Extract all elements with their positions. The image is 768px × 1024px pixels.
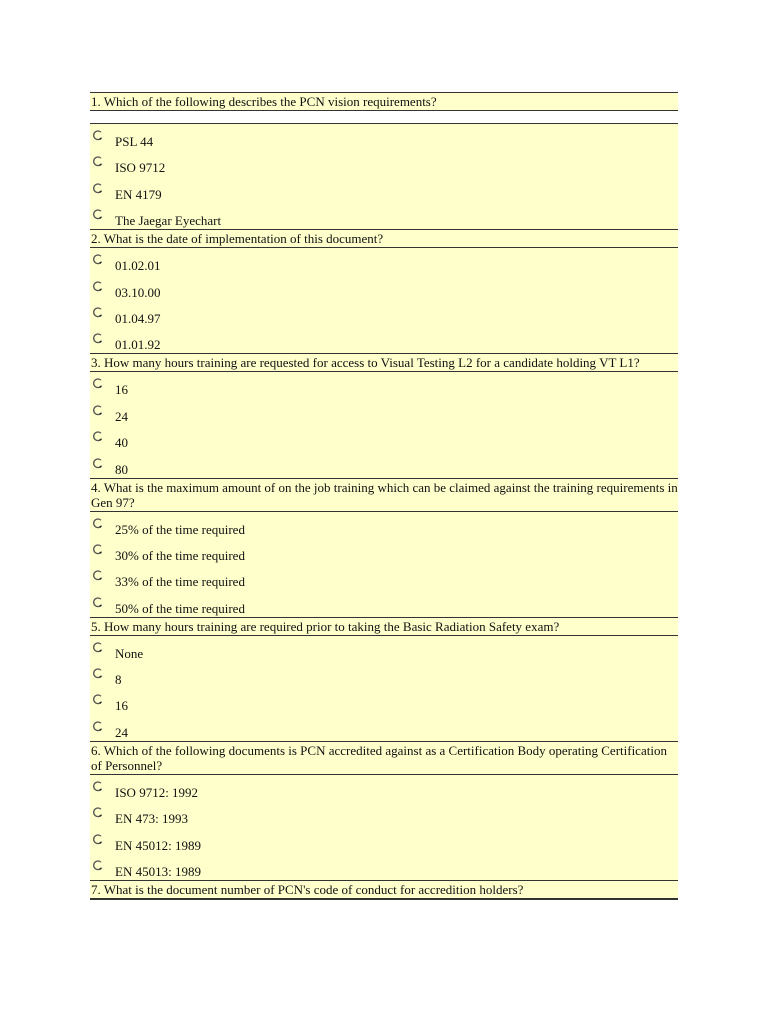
question-text: 5. How many hours training are required prior to taking the Basic Radiation Safety exam? [90, 618, 678, 636]
answer-options [90, 372, 678, 477]
answer-option[interactable] [90, 568, 678, 594]
radio-button-icon[interactable] [92, 156, 103, 167]
answer-option-label: 30% of the time required [115, 547, 245, 563]
answer-option-label: ISO 9712: 1992 [115, 784, 199, 800]
answer-option[interactable] [90, 154, 678, 180]
answer-option-label: 01.01.92 [115, 337, 161, 353]
answer-option-label: EN 473: 1993 [115, 811, 188, 827]
question-text: 1. Which of the following describes the PCN vision requirements? [90, 93, 678, 111]
answer-option-label: 01.04.97 [115, 310, 161, 326]
answer-options [90, 775, 678, 880]
answer-option[interactable] [90, 595, 678, 617]
radio-button-icon[interactable] [92, 721, 103, 732]
answer-option-label: 40 [115, 435, 128, 451]
radio-button-icon[interactable] [92, 209, 103, 220]
question-block [90, 478, 678, 617]
answer-option-label: 80 [115, 461, 128, 477]
answer-options [90, 248, 678, 353]
answer-option[interactable] [90, 252, 678, 278]
answer-option-label: ISO 9712 [115, 160, 166, 176]
answer-option-label: 03.10.00 [115, 284, 161, 300]
answer-option[interactable] [90, 719, 678, 741]
radio-button-icon[interactable] [92, 668, 103, 679]
question-block [90, 353, 678, 477]
answer-option-label: EN 45013: 1989 [115, 864, 201, 880]
answer-option-label: PSL 44 [115, 134, 154, 149]
radio-button-icon[interactable] [92, 597, 103, 608]
question-text: 7. What is the document number of PCN's code of conduct for accredition holders? [90, 881, 678, 899]
answer-option[interactable] [90, 516, 678, 542]
answer-options [90, 123, 678, 229]
answer-option[interactable] [90, 128, 678, 154]
radio-button-icon[interactable] [92, 254, 103, 265]
answer-option[interactable] [90, 456, 678, 478]
answer-option[interactable] [90, 640, 678, 666]
answer-option[interactable] [90, 779, 678, 805]
answer-option[interactable] [90, 207, 678, 229]
answer-option-label: None [115, 645, 144, 661]
answer-option[interactable] [90, 429, 678, 455]
radio-button-icon[interactable] [92, 518, 103, 529]
answer-option-label: 16 [115, 698, 128, 714]
answer-option-label: 33% of the time required [115, 574, 245, 590]
spacer [90, 111, 678, 123]
answer-option[interactable] [90, 858, 678, 880]
radio-button-icon[interactable] [92, 860, 103, 871]
question-text: 4. What is the maximum amount of on the job training which can be claimed against the training requirements in Gen 97? [91, 479, 678, 510]
radio-button-icon[interactable] [92, 544, 103, 555]
radio-button-icon[interactable] [92, 183, 103, 194]
answer-option-label: 25% of the time required [115, 521, 245, 537]
radio-button-icon[interactable] [92, 834, 103, 845]
answer-option[interactable] [90, 542, 678, 568]
answer-option[interactable] [90, 305, 678, 331]
answer-options [90, 512, 678, 617]
answer-option-label: 24 [115, 408, 128, 424]
radio-button-icon[interactable] [92, 458, 103, 469]
radio-button-icon[interactable] [92, 642, 103, 653]
answer-option[interactable] [90, 403, 678, 429]
question-block [90, 92, 678, 229]
radio-button-icon[interactable] [92, 130, 103, 141]
radio-button-icon[interactable] [92, 781, 103, 792]
radio-button-icon[interactable] [92, 431, 103, 442]
radio-button-icon[interactable] [92, 378, 103, 389]
answer-option[interactable] [90, 692, 678, 718]
answer-option-label: The Jaegar Eyechart [115, 213, 222, 229]
answer-option[interactable] [90, 805, 678, 831]
question-block [90, 229, 678, 353]
answer-option-label: EN 4179 [115, 186, 162, 202]
question-text: 2. What is the date of implementation of this document? [90, 230, 678, 248]
radio-button-icon[interactable] [92, 570, 103, 581]
answer-option[interactable] [90, 181, 678, 207]
answer-option-label: 8 [115, 672, 122, 688]
question-block [90, 880, 678, 900]
answer-option[interactable] [90, 279, 678, 305]
question-text: 3. How many hours training are requested for access to Visual Testing L2 for a candidate holding VT L1? [90, 354, 678, 372]
answer-option[interactable] [90, 376, 678, 402]
answer-option-label: EN 45012: 1989 [115, 837, 201, 853]
question-block [90, 741, 678, 880]
answer-options [90, 636, 678, 741]
answer-option-label: 01.02.01 [115, 258, 161, 274]
answer-option-label: 16 [115, 382, 128, 398]
question-block [90, 617, 678, 741]
radio-button-icon[interactable] [92, 694, 103, 705]
radio-button-icon[interactable] [92, 307, 103, 318]
quiz-form [90, 92, 678, 900]
question-text: 6. Which of the following documents is PCN accredited against as a Certification Body operating Certification of Personnel? [90, 742, 678, 775]
answer-option[interactable] [90, 666, 678, 692]
radio-button-icon[interactable] [92, 333, 103, 344]
radio-button-icon[interactable] [92, 405, 103, 416]
answer-option[interactable] [90, 832, 678, 858]
radio-button-icon[interactable] [92, 281, 103, 292]
answer-option-label: 24 [115, 724, 128, 740]
radio-button-icon[interactable] [92, 807, 103, 818]
answer-option-label: 50% of the time required [115, 600, 245, 616]
answer-option[interactable] [90, 331, 678, 353]
